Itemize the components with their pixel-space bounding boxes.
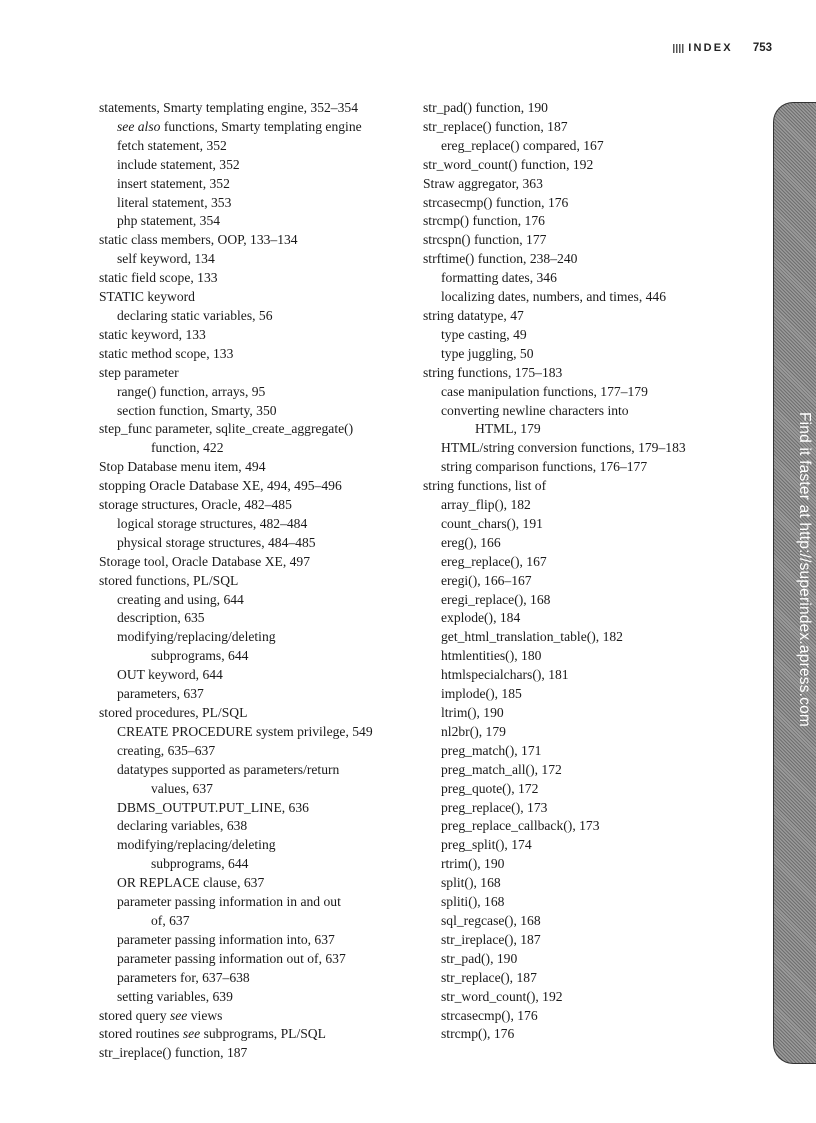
entry-text: string functions, list of	[423, 478, 547, 494]
index-subentry	[423, 874, 753, 893]
entry-text: preg_quote(), 172	[441, 780, 539, 796]
page-number: 753	[752, 42, 772, 54]
entry-text: ltrim(), 190	[441, 705, 504, 720]
entry-text: ereg_replace(), 167	[441, 553, 547, 569]
index-entry	[99, 269, 409, 288]
index-subentry	[99, 950, 409, 969]
index-subentry	[99, 666, 409, 685]
entry-text: ereg(), 166	[441, 534, 501, 550]
index-entry	[423, 118, 753, 137]
entry-text: HTML/string conversion functions, 179–183	[441, 440, 686, 456]
entry-text: explode(), 184	[441, 610, 521, 626]
index-subentry	[99, 969, 409, 988]
index-entry	[423, 194, 753, 213]
index-subentry	[99, 534, 409, 553]
index-entry	[99, 99, 409, 118]
index-entry	[99, 345, 409, 364]
index-subentry	[99, 212, 409, 231]
entry-text: type juggling, 50	[441, 345, 534, 361]
index-entry	[423, 156, 753, 175]
entry-text: htmlspecialchars(), 181	[441, 667, 569, 683]
index-subentry	[423, 383, 753, 402]
index-subentry	[423, 988, 753, 1007]
entry-text: stored query	[99, 1007, 170, 1023]
entry-text: parameters, 637	[117, 686, 204, 702]
index-subentry	[423, 458, 753, 477]
entry-text: DBMS_OUTPUT.PUT_LINE, 636	[117, 799, 309, 815]
entry-text: string datatype, 47	[423, 307, 524, 323]
index-entry	[99, 458, 409, 477]
index-subentry	[423, 780, 753, 799]
index-subentry	[99, 175, 409, 194]
index-column-right	[423, 99, 753, 1044]
see-label: see	[182, 1026, 201, 1042]
index-entry	[99, 572, 409, 591]
entry-text: Stop Database menu item, 494	[99, 459, 266, 475]
entry-text: parameter passing information out of, 637	[117, 950, 346, 966]
entry-text: strcmp(), 176	[441, 1026, 515, 1042]
entry-text: count_chars(), 191	[441, 515, 543, 531]
entry-text: creating and using, 644	[117, 591, 244, 607]
entry-text: preg_match_all(), 172	[441, 761, 562, 777]
index-subentry	[423, 515, 753, 534]
index-subentry	[423, 647, 753, 666]
see-label: see	[169, 1007, 188, 1023]
entry-text: stored routines	[99, 1026, 183, 1042]
entry-text: description, 635	[117, 610, 205, 626]
index-subentry	[423, 269, 753, 288]
index-entry	[423, 212, 753, 231]
index-subentry	[423, 704, 753, 723]
index-subentry	[99, 931, 409, 950]
entry-text: spliti(), 168	[441, 894, 505, 910]
entry-text: str_word_count(), 192	[441, 988, 563, 1004]
index-entry-continuation: HTML, 179	[475, 421, 541, 437]
entry-text: str_ireplace() function, 187	[99, 1045, 248, 1061]
index-subentry	[99, 194, 409, 213]
entry-text: rtrim(), 190	[441, 856, 505, 872]
entry-text: storage structures, Oracle, 482–485	[99, 497, 292, 513]
index-entry-continuation: subprograms, 644	[151, 648, 249, 664]
entry-text: step_func parameter, sqlite_create_aggregate()	[99, 421, 354, 437]
entry-text: setting variables, 639	[117, 988, 233, 1004]
entry-text: STATIC keyword	[99, 289, 195, 305]
entry-text: stopping Oracle Database XE, 494, 495–496	[99, 478, 342, 494]
entry-text: insert statement, 352	[117, 175, 230, 191]
index-subentry	[423, 628, 753, 647]
entry-text: declaring static variables, 56	[117, 307, 273, 323]
index-subentry	[423, 685, 753, 704]
index-entry	[99, 496, 409, 515]
index-entry	[99, 477, 409, 496]
entry-text: str_word_count() function, 192	[423, 156, 594, 172]
entry-text: statements, Smarty templating engine, 352–354	[99, 100, 358, 115]
index-entry	[99, 326, 409, 345]
index-entry-continuation: values, 637	[151, 780, 213, 796]
index-subentry	[99, 383, 409, 402]
entry-text: str_pad() function, 190	[423, 100, 548, 115]
index-subentry	[423, 855, 753, 874]
entry-text: datatypes supported as parameters/return	[117, 761, 340, 777]
side-tab-text: Find it faster at http://superindex.apress.com	[796, 412, 813, 728]
entry-text: preg_split(), 174	[441, 837, 532, 853]
index-subentry	[423, 969, 753, 988]
index-subentry	[99, 591, 409, 610]
index-subentry	[423, 950, 753, 969]
index-entry	[423, 231, 753, 250]
index-entry-continuation: subprograms, 644	[151, 856, 249, 872]
index-entry	[99, 704, 409, 723]
entry-text: str_replace() function, 187	[423, 118, 568, 134]
index-subentry	[423, 666, 753, 685]
index-subentry	[423, 572, 753, 591]
index-entry	[99, 1025, 409, 1044]
entry-text: eregi(), 166–167	[441, 572, 532, 588]
index-subentry	[99, 515, 409, 534]
entry-text: modifying/replacing/deleting	[117, 629, 276, 645]
entry-text: physical storage structures, 484–485	[117, 534, 316, 550]
entry-text: get_html_translation_table(), 182	[441, 629, 623, 645]
entry-text: preg_match(), 171	[441, 742, 542, 758]
entry-text: fetch statement, 352	[117, 137, 227, 153]
index-entry	[423, 250, 753, 269]
index-subentry	[423, 609, 753, 628]
entry-text: static class members, OOP, 133–134	[99, 232, 298, 248]
running-header	[673, 42, 772, 54]
index-subentry	[423, 326, 753, 345]
index-subentry	[423, 1007, 753, 1026]
index-entry	[99, 1044, 409, 1063]
index-entry	[423, 307, 753, 326]
entry-text: Storage tool, Oracle Database XE, 497	[99, 553, 311, 569]
index-entry-continuation: of, 637	[151, 912, 190, 928]
index-entry	[99, 553, 409, 572]
index-entry	[99, 1007, 409, 1026]
index-subentry	[423, 496, 753, 515]
entry-text: modifying/replacing/deleting	[117, 837, 276, 853]
entry-text: string comparison functions, 176–177	[441, 459, 648, 475]
index-entry-continuation: function, 422	[151, 440, 224, 456]
entry-text: case manipulation functions, 177–179	[441, 383, 648, 399]
see-also-label: see also	[117, 118, 161, 134]
index-subentry	[99, 723, 409, 742]
entry-text: include statement, 352	[117, 156, 240, 172]
entry-text: array_flip(), 182	[441, 497, 531, 513]
entry-text: CREATE PROCEDURE system privilege, 549	[117, 723, 373, 739]
index-subentry	[423, 836, 753, 855]
index-subentry	[423, 591, 753, 610]
entry-text: parameter passing information into, 637	[117, 931, 335, 947]
index-subentry	[423, 288, 753, 307]
entry-text: strftime() function, 238–240	[423, 251, 578, 267]
index-subentry	[99, 893, 409, 912]
index-subentry	[99, 761, 409, 780]
index-entry	[423, 477, 753, 496]
see-target: subprograms, PL/SQL	[200, 1026, 326, 1042]
index-subentry	[423, 799, 753, 818]
index-entry	[99, 231, 409, 250]
entry-text: static keyword, 133	[99, 326, 206, 342]
index-subentry	[99, 685, 409, 704]
entry-text: preg_replace(), 173	[441, 799, 548, 815]
index-subentry	[99, 836, 409, 855]
entry-text: localizing dates, numbers, and times, 446	[441, 289, 667, 305]
header-bars-icon	[673, 44, 685, 53]
entry-text: eregi_replace(), 168	[441, 591, 551, 607]
index-subentry	[423, 742, 753, 761]
entry-text: range() function, arrays, 95	[117, 383, 266, 399]
entry-text: sql_regcase(), 168	[441, 912, 541, 928]
index-subentry	[99, 307, 409, 326]
entry-text: declaring variables, 638	[117, 818, 248, 834]
entry-text: preg_replace_callback(), 173	[441, 818, 600, 834]
index-subentry	[99, 988, 409, 1007]
index-subentry	[99, 628, 409, 647]
entry-text: section function, Smarty, 350	[117, 402, 277, 418]
entry-text: nl2br(), 179	[441, 723, 506, 739]
index-subentry	[423, 893, 753, 912]
index-subentry	[423, 137, 753, 156]
index-column-left	[99, 99, 409, 1063]
index-subentry	[423, 553, 753, 572]
index-entry	[99, 420, 409, 439]
entry-text: str_pad(), 190	[441, 950, 518, 966]
entry-text: literal statement, 353	[117, 194, 232, 210]
entry-text: static method scope, 133	[99, 345, 234, 361]
index-subentry	[423, 931, 753, 950]
entry-text: implode(), 185	[441, 686, 522, 702]
index-subentry	[423, 817, 753, 836]
entry-text: formatting dates, 346	[441, 270, 557, 286]
entry-text: self keyword, 134	[117, 251, 215, 267]
entry-text: Straw aggregator, 363	[423, 175, 543, 191]
index-subentry	[423, 345, 753, 364]
entry-text: static field scope, 133	[99, 270, 218, 286]
index-subentry	[99, 609, 409, 628]
entry-text: type casting, 49	[441, 326, 527, 342]
entry-text: logical storage structures, 482–484	[117, 515, 308, 531]
entry-text: parameters for, 637–638	[117, 969, 250, 985]
index-entry	[423, 99, 753, 118]
index-entry	[99, 288, 409, 307]
index-subentry	[99, 874, 409, 893]
entry-text: creating, 635–637	[117, 742, 216, 758]
entry-text: php statement, 354	[117, 213, 221, 229]
index-subentry	[423, 761, 753, 780]
index-subentry	[99, 137, 409, 156]
entry-text: ereg_replace() compared, 167	[441, 137, 604, 153]
index-subentry	[423, 912, 753, 931]
entry-text: parameter passing information in and out	[117, 894, 341, 910]
index-entry	[423, 364, 753, 383]
entry-text: htmlentities(), 180	[441, 648, 542, 664]
entry-text: strcspn() function, 177	[423, 232, 547, 248]
index-entry	[423, 175, 753, 194]
entry-text: str_replace(), 187	[441, 969, 537, 985]
see-target: views	[187, 1007, 223, 1023]
entry-text: split(), 168	[441, 875, 501, 891]
entry-text: stored procedures, PL/SQL	[99, 705, 248, 720]
entry-text: step parameter	[99, 364, 179, 380]
index-subentry	[99, 118, 409, 137]
entry-text: OUT keyword, 644	[117, 667, 223, 683]
index-subentry	[423, 534, 753, 553]
index-subentry	[99, 817, 409, 836]
index-subentry	[99, 799, 409, 818]
index-subentry	[423, 439, 753, 458]
entry-text: stored functions, PL/SQL	[99, 572, 239, 588]
entry-text: strcmp() function, 176	[423, 213, 545, 229]
entry-text: str_ireplace(), 187	[441, 931, 541, 947]
index-subentry	[99, 156, 409, 175]
entry-text: functions, Smarty templating engine	[160, 118, 362, 134]
index-subentry	[99, 402, 409, 421]
entry-text: strcasecmp(), 176	[441, 1007, 538, 1023]
entry-text: converting newline characters into	[441, 402, 629, 418]
index-subentry	[423, 723, 753, 742]
section-label: INDEX	[673, 42, 733, 54]
entry-text: string functions, 175–183	[423, 364, 563, 380]
index-entry	[99, 364, 409, 383]
index-subentry	[423, 402, 753, 421]
index-subentry	[99, 742, 409, 761]
index-subentry	[99, 250, 409, 269]
entry-text: OR REPLACE clause, 637	[117, 875, 265, 891]
index-subentry	[423, 1025, 753, 1044]
entry-text: strcasecmp() function, 176	[423, 194, 569, 210]
